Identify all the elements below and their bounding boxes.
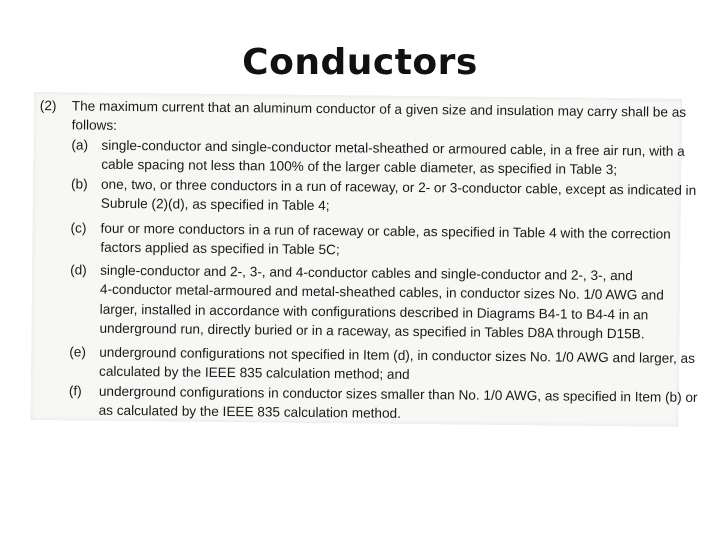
item-line: factors applied as specified in Table 5C; <box>100 240 340 258</box>
item-line: one, two, or three conductors in a run of raceway, or 2- or 3-conductor cable, except as indicated in <box>100 176 697 198</box>
list-item-c <box>33 218 673 258</box>
item-letter: (c) <box>70 220 87 236</box>
item-text <box>98 343 696 388</box>
item-text <box>100 175 697 220</box>
item-letter: (a) <box>71 137 89 153</box>
item-line: four or more conductors in a run of raceway or cable, as specified in Table 4 with the correction <box>100 220 671 242</box>
item-line: as calculated by the IEEE 835 calculation method. <box>98 403 402 422</box>
item-text <box>99 261 675 345</box>
item-line: single-conductor and single-conductor metal-sheathed or armoured cable, in a free air run, with a <box>101 137 685 159</box>
clause-line: The maximum current that an aluminum conductor of a given size and insulation may carry shall be as <box>71 98 687 120</box>
clause-number: (2) <box>39 98 57 114</box>
item-text <box>101 136 685 181</box>
item-line: Subrule (2)(d), as specified in Table 4; <box>100 196 330 214</box>
item-line: underground configurations in conductor sizes smaller than No. 1/0 AWG, as specified in Item (b) or <box>98 383 698 405</box>
item-line: 4-conductor metal-armoured and metal-sheathed cables, in conductor sizes No. 1/0 AWG and <box>99 282 664 304</box>
item-line: underground configurations not specified in Item (d), in conductor sizes No. 1/0 AWG and larger, as <box>99 344 696 366</box>
item-text <box>100 219 675 264</box>
item-letter: (b) <box>70 176 88 192</box>
clause-line: follows: <box>71 117 118 134</box>
scanned-excerpt <box>31 92 698 427</box>
clause-2 <box>34 96 687 134</box>
item-line: cable spacing not less than 100% of the larger cable diameter, as specified in Table 3; <box>101 157 618 178</box>
item-line: underground run, directly buried or in a raceway, as specified in Tables D8A through D15B. <box>99 320 645 342</box>
item-letter: (d) <box>70 262 87 278</box>
item-letter: (e) <box>69 344 86 360</box>
item-line: single-conductor and 2-, 3-, and 4-conductor cables and single-conductor and 2-, 3-, and <box>100 262 633 284</box>
slide-title: Conductors <box>242 42 478 83</box>
item-text <box>98 382 698 427</box>
item-line: calculated by the IEEE 835 calculation method; and <box>98 364 410 383</box>
clause-text <box>71 96 687 141</box>
item-letter: (f) <box>68 383 82 399</box>
item-line: larger, installed in accordance with configurations described in Diagrams B4-1 to B4-4 in an <box>99 301 649 323</box>
